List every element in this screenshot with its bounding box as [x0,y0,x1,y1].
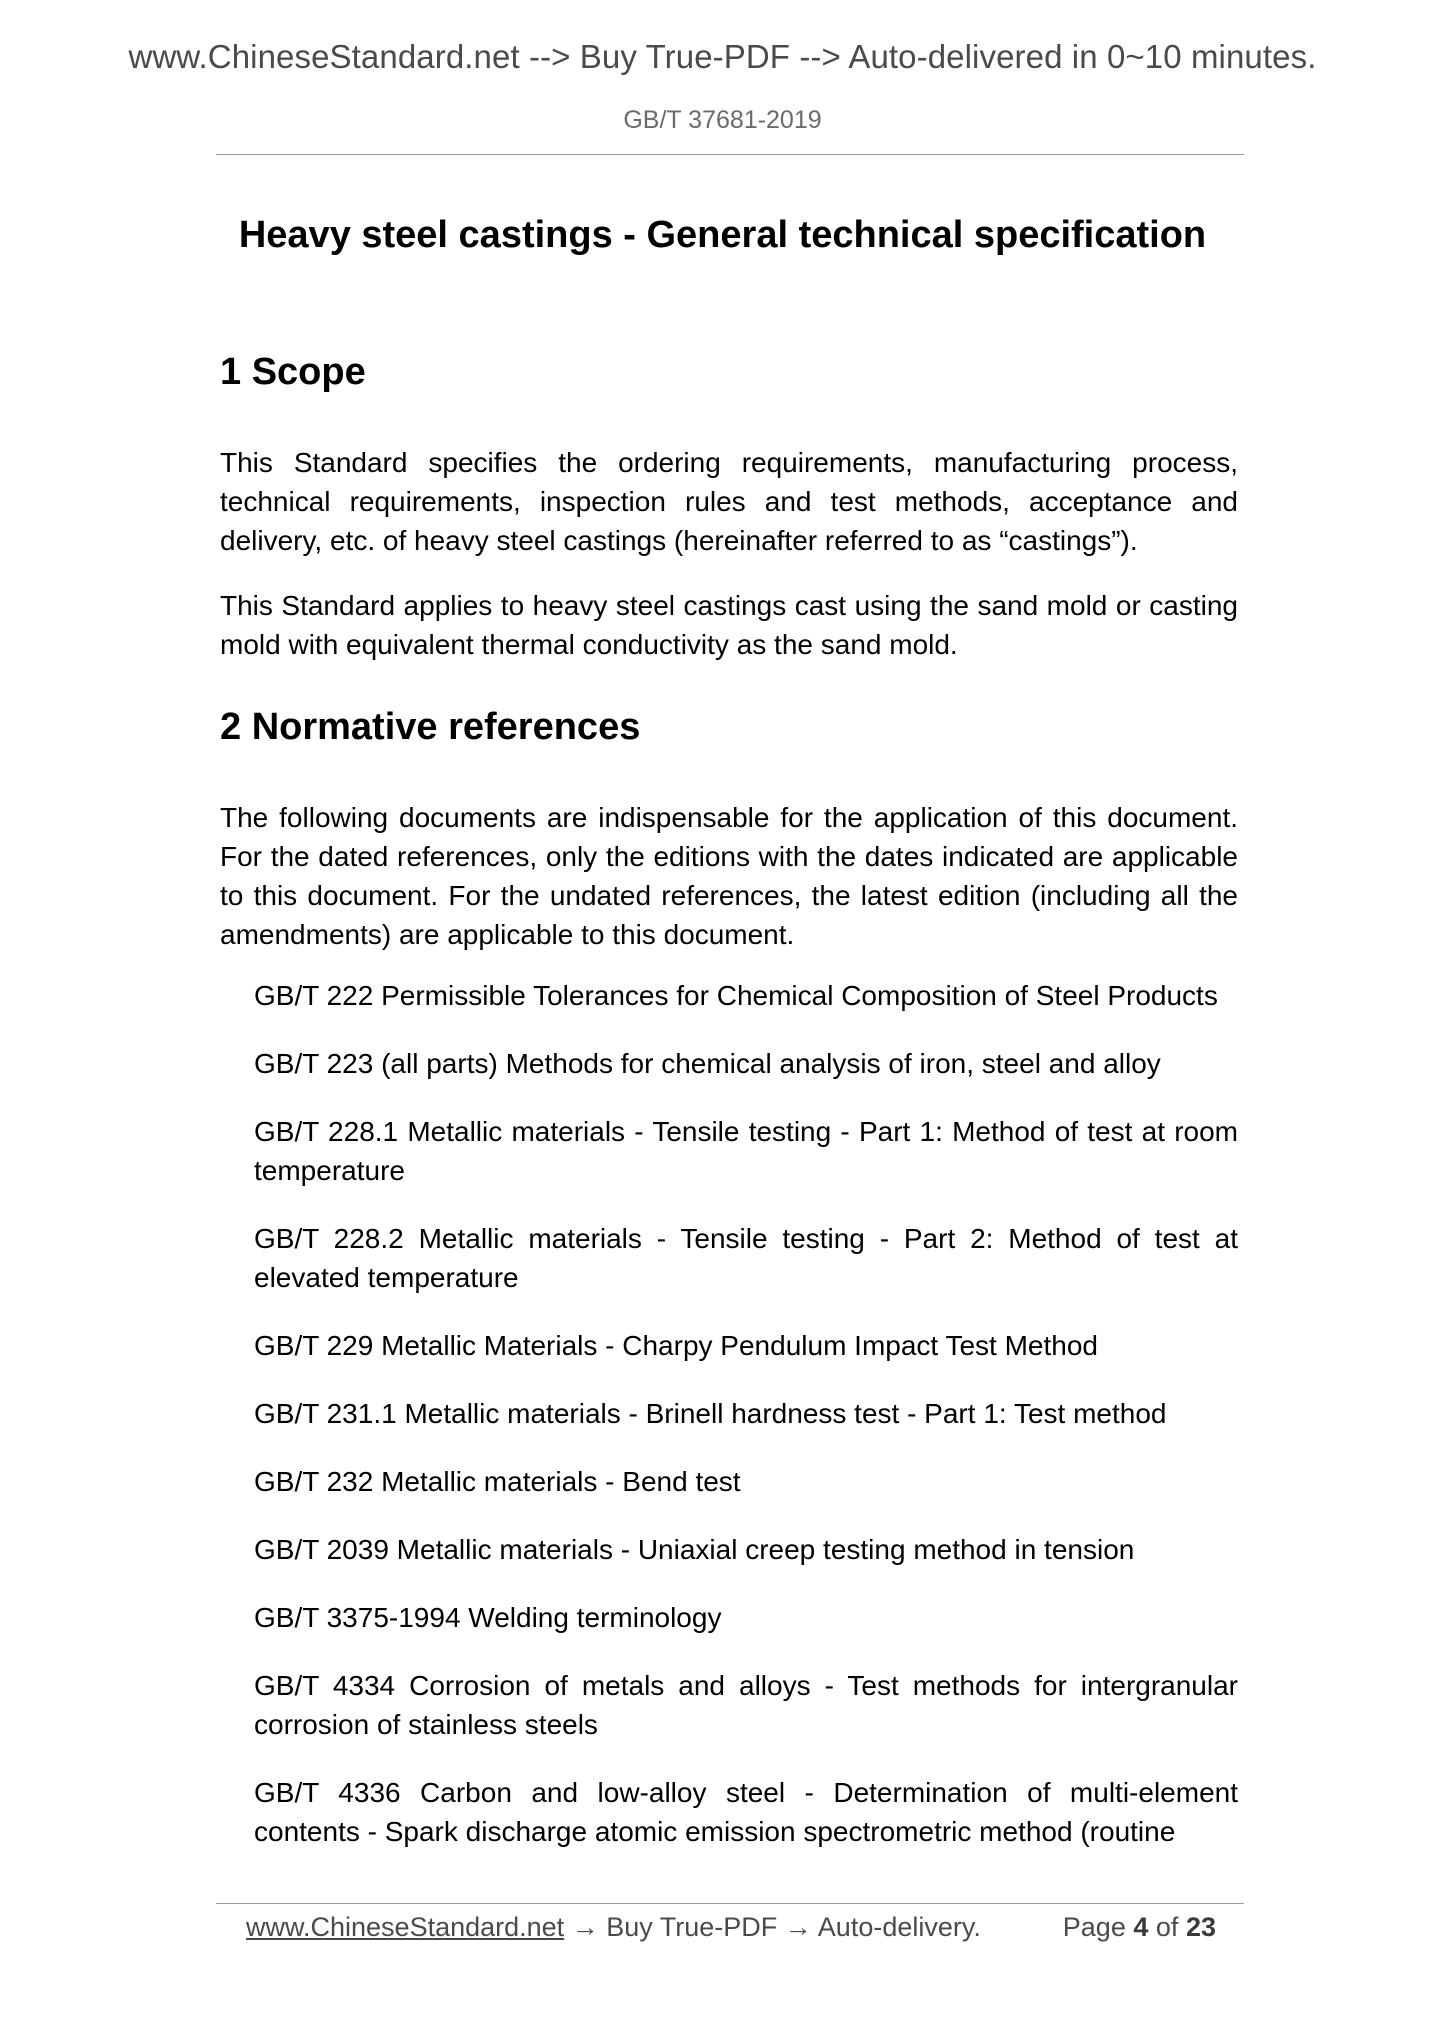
reference-item: GB/T 228.1 Metallic materials - Tensile testing - Part 1: Method of test at room temperature [254,1116,1238,1186]
arrow-right-icon: → [571,1912,599,1942]
reference-item: GB/T 228.2 Metallic materials - Tensile testing - Part 2: Method of test at elevated temperature [254,1223,1238,1293]
reference-item: GB/T 2039 Metallic materials - Uniaxial creep testing method in tension [254,1534,1135,1565]
site-banner: www.ChineseStandard.net --> Buy True-PDF --> Auto-delivered in 0~10 minutes. [128,38,1317,75]
page-indicator [1063,1912,1216,1943]
reference-item: GB/T 223 (all parts) Methods for chemical analysis of iron, steel and alloy [254,1048,1161,1079]
total-page-number: 23 [1185,1912,1216,1942]
arrow-right-icon: → [784,1912,812,1942]
header-divider [216,154,1244,155]
footer-divider [216,1903,1244,1904]
reference-item: GB/T 231.1 Metallic materials - Brinell hardness test - Part 1: Test method [254,1398,1167,1429]
reference-item: GB/T 4334 Corrosion of metals and alloys - Test methods for intergranular corrosion of stainless steels [254,1670,1238,1740]
section-heading-normative-references: 2 Normative references [220,706,641,748]
references-intro-paragraph: The following documents are indispensable for the application of this document. For the dated references, only the editions with the dates indicated are applicable to this document. For the undated references, the latest edition (including all the amendments) are applicable to this document. [220,802,1238,950]
footer-buy-text: Buy True-PDF [606,1912,778,1942]
scope-paragraph: This Standard applies to heavy steel castings cast using the sand mold or casting mold with equivalent thermal conductivity as the sand mold. [220,590,1238,660]
footer-site-link[interactable]: www.ChineseStandard.net [246,1912,565,1942]
page-footer [246,1912,1216,1952]
of-label: of [1155,1912,1179,1942]
reference-item: GB/T 4336 Carbon and low-alloy steel - Determination of multi-element contents - Spark discharge atomic emission spectrometric method (routine [254,1777,1238,1847]
reference-item: GB/T 222 Permissible Tolerances for Chemical Composition of Steel Products [254,980,1218,1011]
footer-delivery-text: Auto-delivery. [817,1912,981,1942]
reference-item: GB/T 3375-1994 Welding terminology [254,1602,722,1633]
standard-code: GB/T 37681-2019 [623,106,822,134]
reference-item: GB/T 229 Metallic Materials - Charpy Pendulum Impact Test Method [254,1330,1098,1361]
scope-paragraph: This Standard specifies the ordering requirements, manufacturing process, technical requirements, inspection rules and test methods, acceptance and delivery, etc. of heavy steel castings (hereinafter referred to as “castings”). [220,447,1238,556]
current-page-number: 4 [1133,1912,1149,1942]
reference-item: GB/T 232 Metallic materials - Bend test [254,1466,741,1497]
page-label: Page [1062,1912,1126,1942]
document-title: Heavy steel castings - General technical specification [238,214,1207,256]
reference-list [254,976,1238,1880]
section-heading-scope: 1 Scope [220,351,366,393]
